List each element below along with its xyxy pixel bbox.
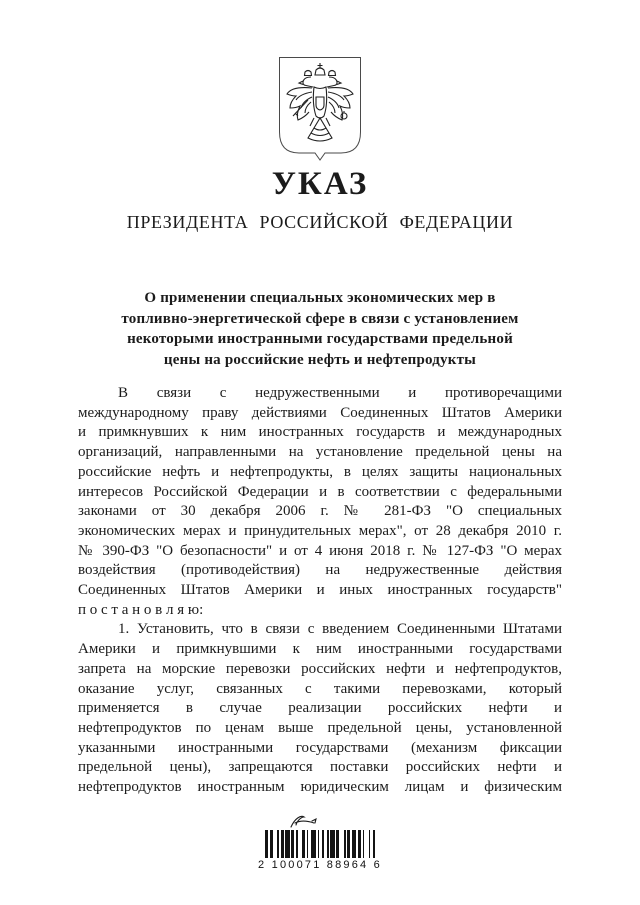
subject-line: некоторыми иностранными государствами предельной	[127, 331, 513, 347]
body-line: нефтепродуктов иностранным юридическим лицам и физическим	[78, 779, 562, 796]
body-line: законами от 30 декабря 2006 г. № 281-ФЗ "О специальных	[78, 503, 562, 520]
body-line: п о с т а н о в л я ю:	[78, 601, 204, 618]
handwritten-paraph-icon	[288, 814, 324, 830]
body-line: международному праву действиями Соединенных Штатов Америки	[78, 404, 562, 421]
body-line: российские нефть и нефтепродукты, в целях защиты национальных	[78, 463, 562, 480]
body-line: организаций, направленными на установление предельной цены на	[78, 444, 562, 461]
ean-barcode-icon	[265, 830, 375, 858]
body-line: 1. Установить, что в связи с введением Соединенными Штатами	[118, 621, 562, 638]
decree-body	[78, 384, 562, 798]
body-line: Соединенных Штатов Америки и иных иностранных государств"	[78, 582, 562, 599]
body-line: Америки и примкнувшими к ним иностранными государствами	[78, 641, 562, 658]
subject-line: цены на российские нефть и нефтепродукты	[163, 351, 477, 368]
body-line: № 390-ФЗ "О безопасности" и от 4 июня 2018 г. № 127-ФЗ "О мерах	[78, 542, 562, 559]
body-line: указанными иностранными государствами (механизм фиксации	[78, 739, 562, 756]
body-line: интересов Российской Федерации и в соответствии с федеральными	[78, 483, 562, 500]
body-line: В связи с недружественными и противоречащими	[118, 385, 562, 401]
subject-line: топливно-энергетической сфере в связи с установлением	[121, 310, 519, 327]
body-line: нефтепродуктов по ценам выше предельной цены, установленной	[78, 719, 562, 736]
body-line: предельной цены), запрещаются поставки российских нефти и	[78, 759, 562, 776]
body-line: оказание услуг, связанных с такими перевозками, который	[78, 680, 562, 697]
doc-subtitle: ПРЕЗИДЕНТА РОССИЙСКОЙ ФЕДЕРАЦИИ	[126, 212, 514, 232]
body-line: запрета на морские перевозки российских нефти и нефтепродуктов,	[78, 660, 562, 677]
body-line: и примкнувших к ним иностранных государств и международных	[78, 424, 562, 441]
barcode-block	[0, 814, 640, 871]
subject-line: О применении специальных экономических мер в	[144, 290, 496, 306]
body-line: воздействия (противодействия) на недружественные действия	[78, 562, 562, 579]
body-line: применяется в случае реализации российских нефти и	[78, 700, 562, 717]
russian-coat-of-arms-icon	[278, 56, 362, 166]
decree-subject	[78, 288, 562, 370]
body-line: экономических мерах и принудительных мерах", от 28 декабря 2010 г.	[78, 522, 562, 539]
barcode-number: 2 100071 88964 6	[258, 859, 382, 871]
doc-title: УКАЗ	[271, 166, 369, 202]
